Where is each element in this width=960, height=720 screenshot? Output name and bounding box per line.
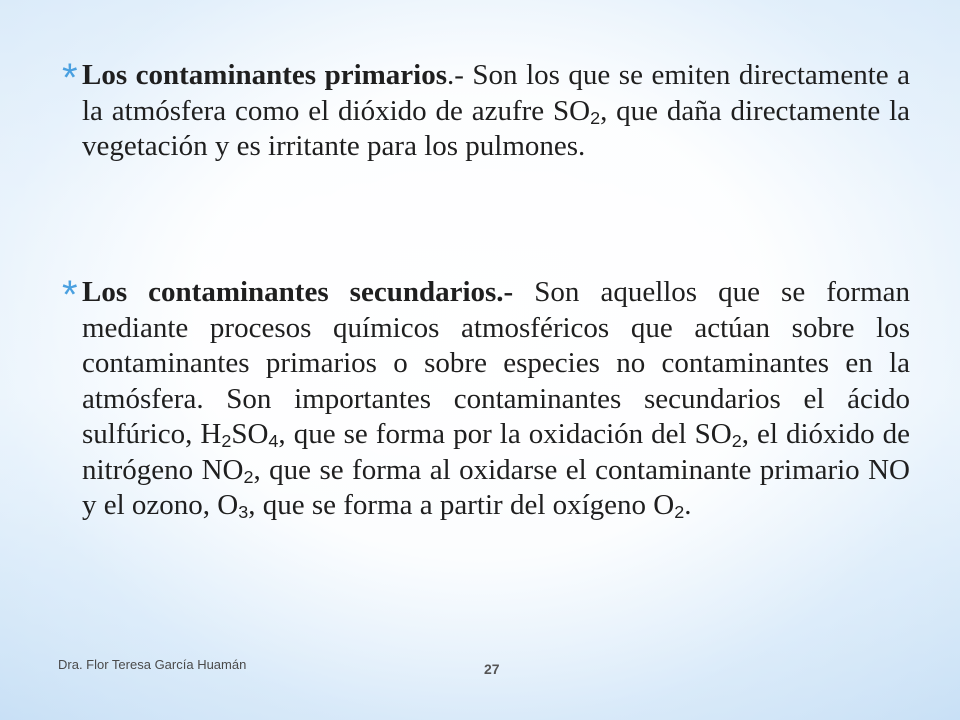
bullet-primary-pollutants (62, 58, 910, 165)
bullet-star-icon: * (62, 273, 78, 317)
paragraph-primary-pollutants: Los contaminantes primarios.- Son los que se emiten directamente a la atmósfera como el dióxido de azufre $SO_2$, que daña directamente la vegetación y es irritante para los pulmones. (82, 59, 911, 162)
footer-author: Dra. Flor Teresa García Huamán (58, 657, 247, 672)
bullet-star-icon: * (62, 56, 78, 100)
paragraph-secondary-pollutants: Los contaminantes secundarios.- Son aquellos que se forman mediante procesos químicos atmosféricos que actúan sobre los contaminantes primarios o sobre especies no contaminantes en la atmósfera. Son importantes contaminantes secundarios el ácido sulfúrico, $H_2SO_4$, que se forma por la oxidación del $SO_2$, el dióxido de nitrógeno $NO_2$, que se forma al oxidarse el contaminante primario NO y el ozono, $O_3$, que se forma a partir del oxígeno $O_2$. (82, 276, 911, 522)
heading-primary-pollutants: Los contaminantes primarios (82, 59, 448, 91)
bullet-secondary-pollutants (62, 275, 910, 524)
page-number: 27 (484, 661, 500, 677)
heading-secondary-pollutants: Los contaminantes secundarios.- (82, 276, 514, 308)
